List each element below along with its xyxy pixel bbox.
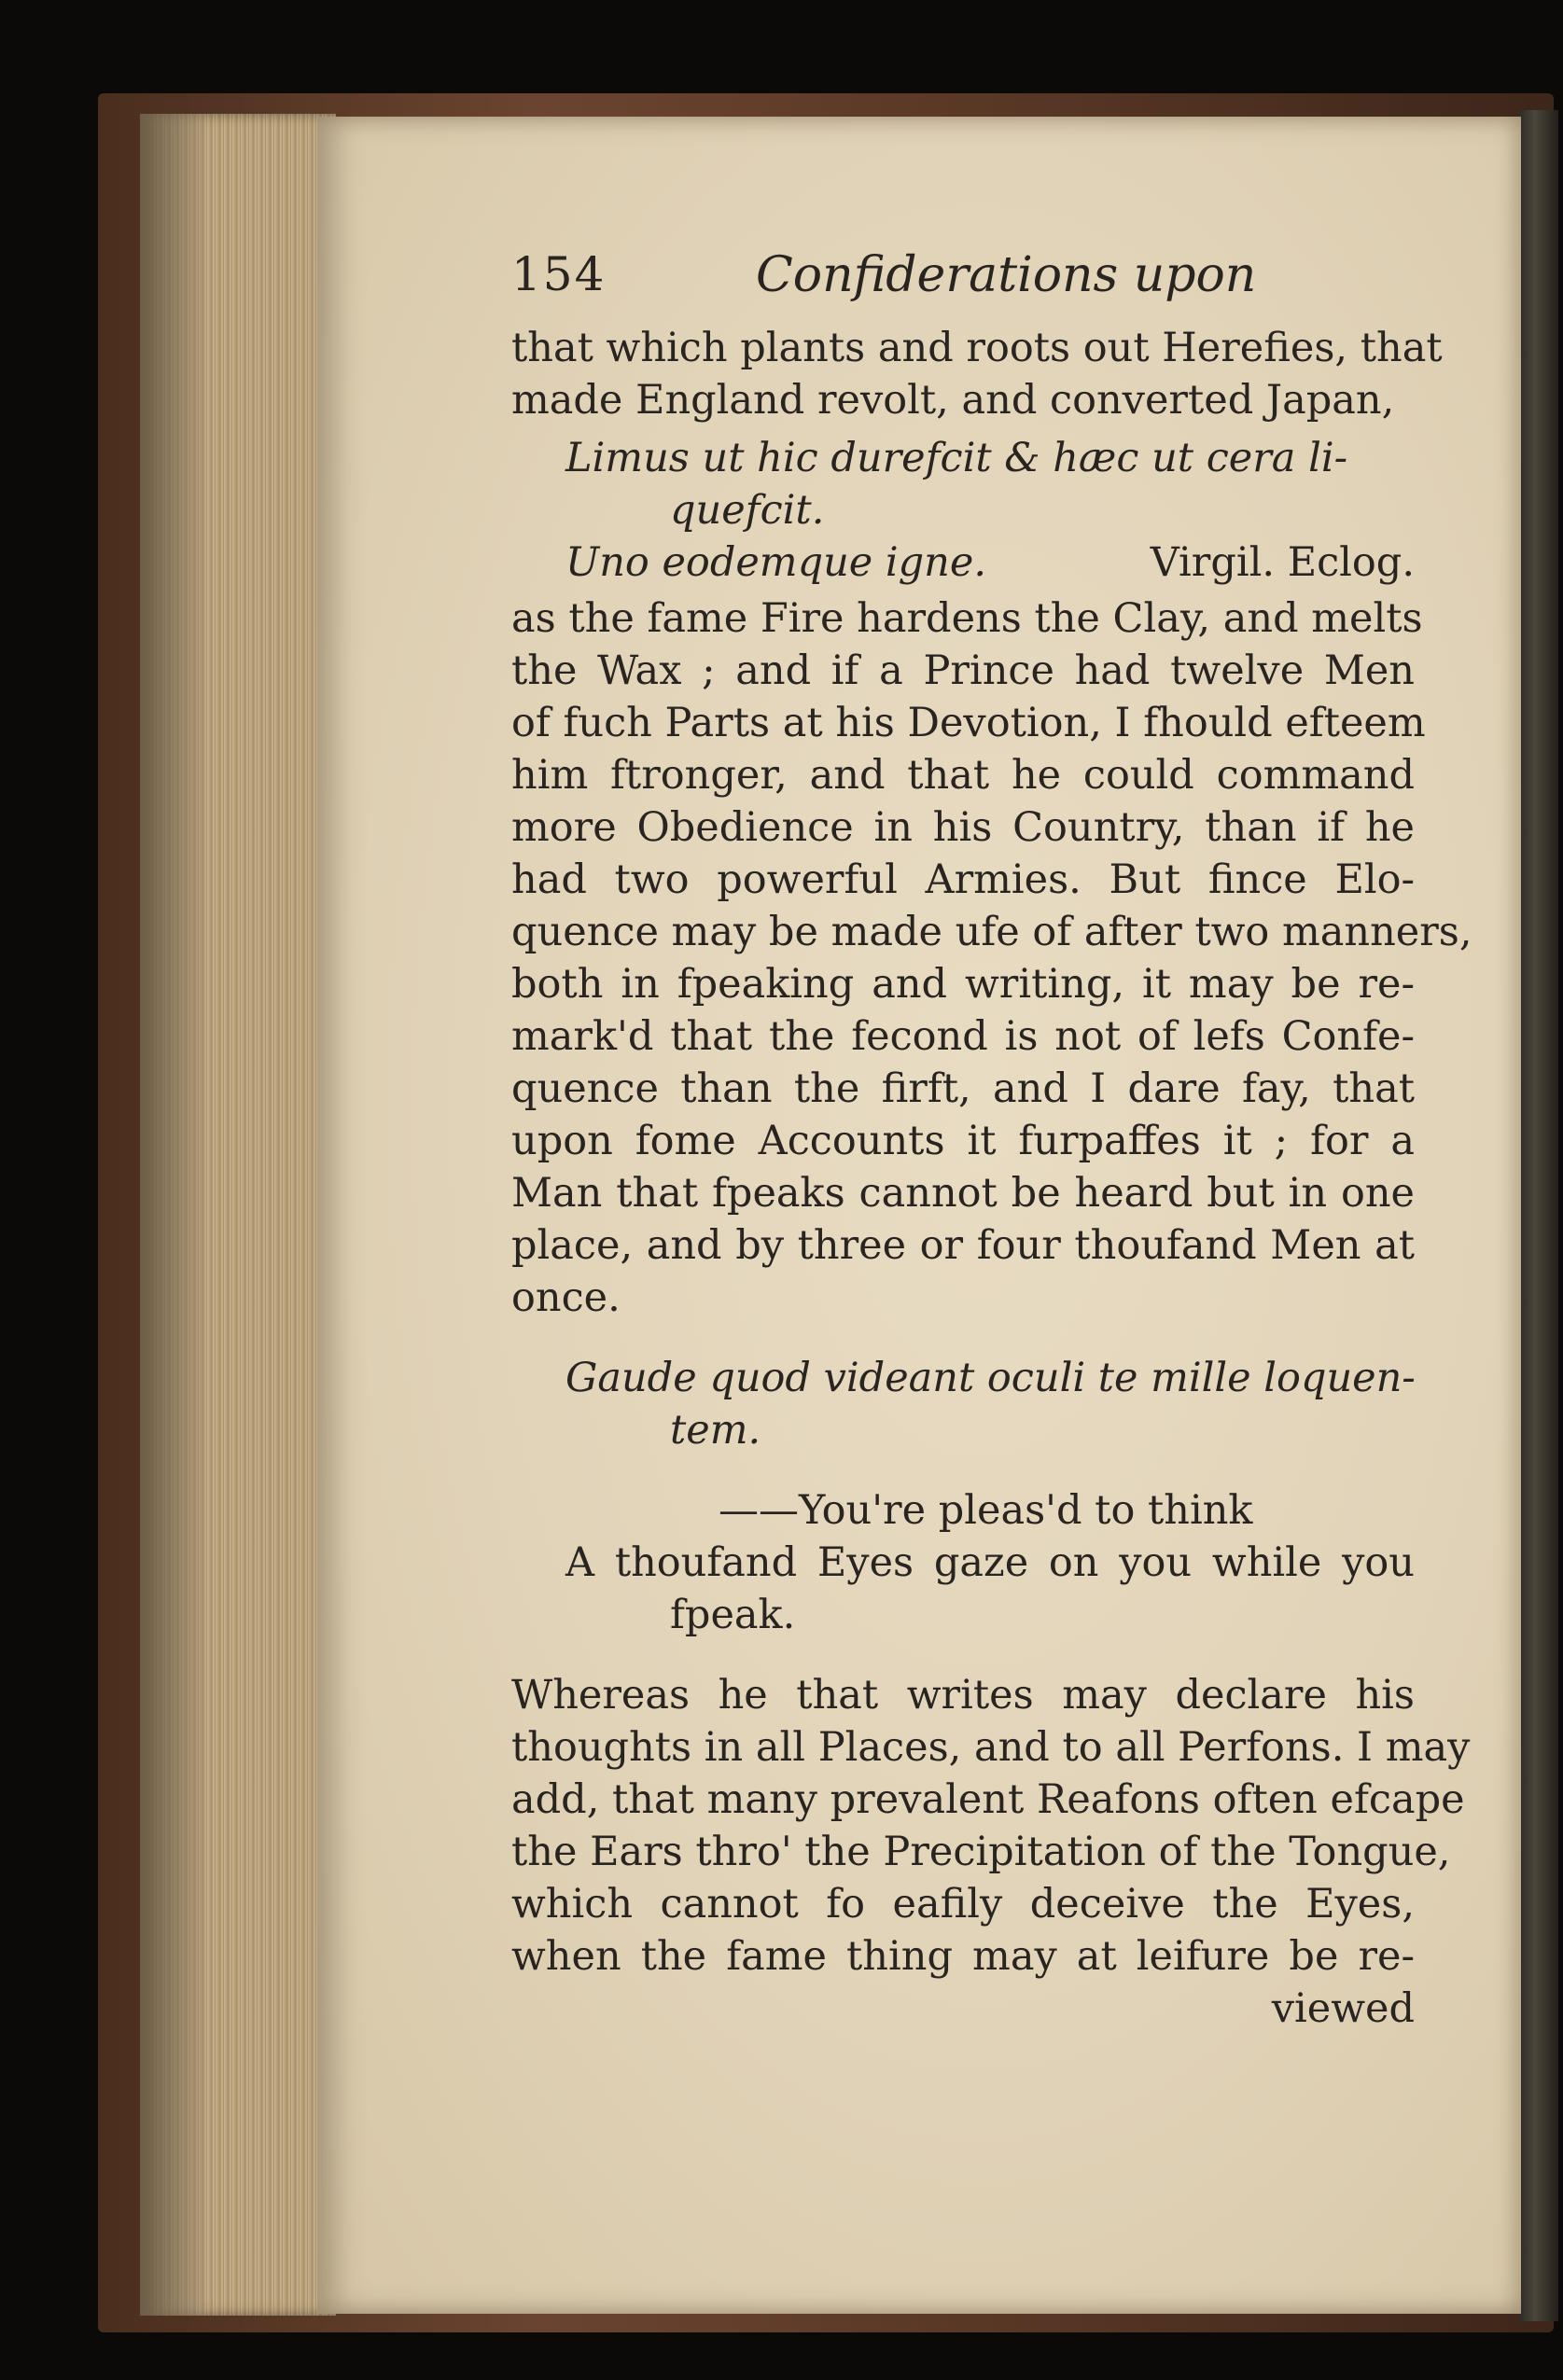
paragraph-3 [511, 1669, 1471, 2035]
verse-line: ——You're pleas'd to think [719, 1487, 1253, 1534]
verse-line: fpeak. [670, 1592, 796, 1638]
text-line: Whereas he that writes may declare his [511, 1672, 1415, 1719]
text-line: had two powerful Armies. But fince Elo- [511, 856, 1415, 903]
verse-line: Uno eodemque igne. [565, 539, 986, 586]
text-line: both in fpeaking and writing, it may be re- [511, 961, 1415, 1008]
text-line: once. [511, 1274, 621, 1321]
page-block-edges [140, 114, 336, 2316]
page-number: 154 [511, 247, 607, 301]
text-line: as the fame Fire hardens the Clay, and melts [511, 595, 1423, 642]
english-verse [511, 1484, 1415, 1641]
text-line: more Obedience in his Country, than if he [511, 804, 1415, 851]
paragraph-2 [511, 592, 1472, 1324]
citation: Virgil. Eclog. [1150, 539, 1415, 586]
verse-line: tem. [670, 1407, 761, 1454]
page-header [511, 238, 1415, 322]
text-line: Man that fpeaks cannot be heard but in one [511, 1170, 1415, 1217]
text-line: which cannot fo eafily deceive the Eyes, [511, 1881, 1415, 1928]
latin-quote-1 [511, 432, 1415, 589]
verse-line: A thoufand Eyes gaze on you while you [565, 1539, 1415, 1586]
text-line: that which plants and roots out Herefies, that [511, 325, 1443, 371]
text-line: when the fame thing may at leifure be re- [511, 1933, 1415, 1980]
page-text-block [511, 238, 1472, 2035]
paragraph-1 [511, 322, 1443, 426]
text-line: the Wax ; and if a Prince had twelve Men [511, 647, 1415, 694]
verse-line: Gaude quod videant oculi te mille loquen- [565, 1355, 1416, 1401]
text-line: the Ears thro' the Precipitation of the Tongue, [511, 1829, 1451, 1875]
text-line: mark'd that the fecond is not of lefs Confe- [511, 1013, 1415, 1060]
text-line: of fuch Parts at his Devotion, I fhould efteem [511, 700, 1426, 746]
text-line: upon fome Accounts it furpaffes it ; for a [511, 1118, 1415, 1164]
catchword: viewed [1271, 1985, 1415, 2032]
latin-quote-2 [511, 1352, 1415, 1456]
running-title: Confiderations upon [756, 247, 1257, 303]
text-line: add, that many prevalent Reafons often efcape [511, 1776, 1465, 1823]
verse-line: quefcit. [670, 487, 825, 534]
text-line: made England revolt, and converted Japan, [511, 377, 1395, 424]
text-line: quence may be made ufe of after two manners, [511, 909, 1472, 955]
facing-page-edge [1519, 110, 1558, 2321]
text-line: him ftronger, and that he could command [511, 752, 1415, 799]
text-line: place, and by three or four thoufand Men at [511, 1222, 1415, 1269]
spine-shadow [140, 114, 205, 2316]
text-line: quence than the firft, and I dare fay, that [511, 1065, 1415, 1112]
verse-line: Limus ut hic durefcit & hæc ut cera li- [565, 435, 1348, 481]
text-line: thoughts in all Places, and to all Perfons. I may [511, 1724, 1471, 1771]
